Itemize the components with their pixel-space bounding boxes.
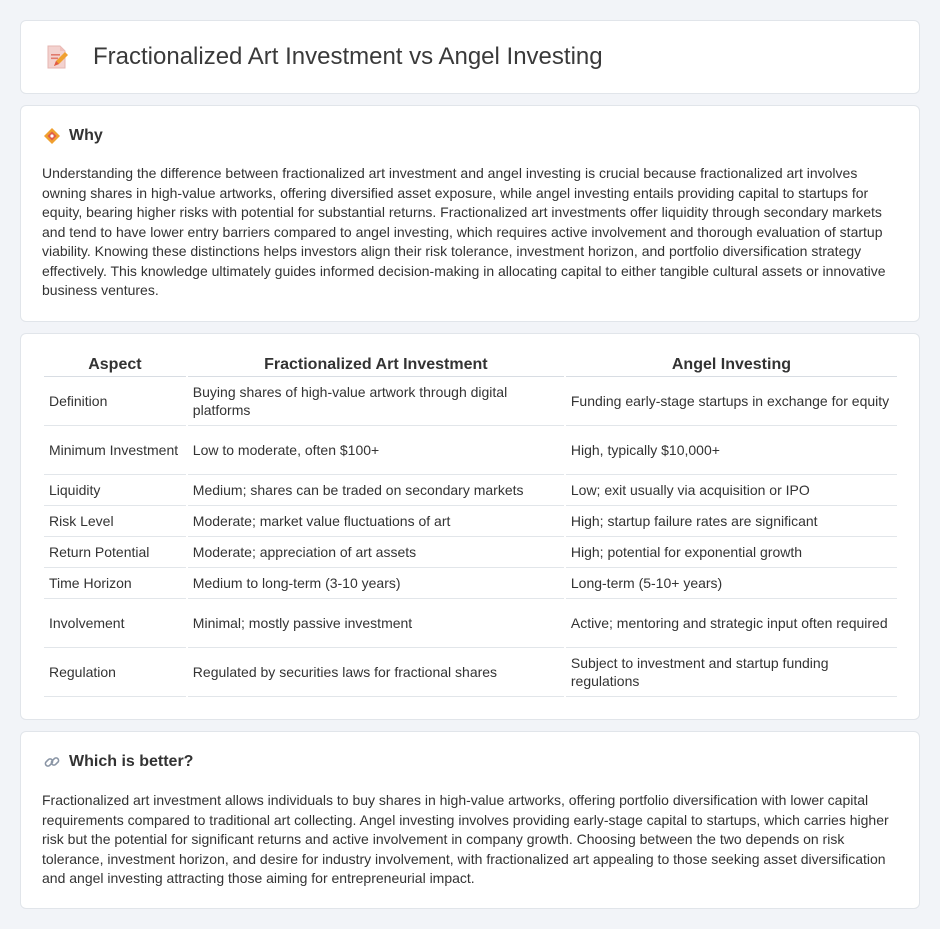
aspect-cell: Minimum Investment	[44, 426, 186, 475]
aspect-cell: Involvement	[44, 599, 186, 648]
better-heading: Which is better?	[69, 753, 194, 770]
which-is-better-section	[20, 731, 920, 909]
art-cell: Medium; shares can be traded on secondary markets	[188, 475, 564, 506]
diamond-sign-icon	[43, 127, 61, 145]
page-title: Fractionalized Art Investment vs Angel Investing	[93, 43, 603, 70]
header-fractionalized-art: Fractionalized Art Investment	[188, 354, 564, 377]
table-header-row	[44, 354, 897, 377]
table-row	[44, 537, 897, 568]
aspect-cell: Regulation	[44, 648, 186, 697]
art-cell: Medium to long-term (3-10 years)	[188, 568, 564, 599]
art-cell: Regulated by securities laws for fractional shares	[188, 648, 564, 697]
why-paragraph: Understanding the difference between fractionalized art investment and angel investing is crucial because fractionalized art involves owning shares in high-value artworks, offering diversified asset exposure, while angel investing entails providing capital to startups for equity, bearing higher risks with potential for substantial returns. Fractionalized art investments offer liquidity through secondary markets and tend to have lower entry barriers compared to angel investing, which requires active involvement and thorough evaluation of startup viability. Knowing these distinctions helps investors align their risk tolerance, investment horizon, and portfolio diversification strategy effectively. This knowledge ultimately guides informed decision-making in allocating capital to either tangible cultural assets or innovative business ventures.	[42, 165, 886, 298]
better-paragraph: Fractionalized art investment allows individuals to buy shares in high-value artworks, offering portfolio diversification with lower capital requirements compared to traditional art collecting. Angel investing involves providing early-stage capital to startups, which carries higher risk but the potential for significant returns and active involvement in company growth. Choosing between the two depends on risk tolerance, investment horizon, and desire for industry involvement, with fractionalized art appealing to those seeking asset diversification and angel investing attracting those aiming for entrepreneurial impact.	[42, 792, 889, 886]
table-row	[44, 506, 897, 537]
header-aspect: Aspect	[44, 354, 186, 377]
better-heading-row	[43, 753, 193, 771]
art-cell: Low to moderate, often $100+	[188, 426, 564, 475]
table-row	[44, 599, 897, 648]
angel-cell: Active; mentoring and strategic input often required	[566, 599, 897, 648]
why-section	[20, 105, 920, 322]
art-cell: Moderate; appreciation of art assets	[188, 537, 564, 568]
angel-cell: Funding early-stage startups in exchange for equity	[566, 377, 897, 426]
angel-cell: High, typically $10,000+	[566, 426, 897, 475]
aspect-cell: Risk Level	[44, 506, 186, 537]
angel-cell: Long-term (5-10+ years)	[566, 568, 897, 599]
why-heading-row	[43, 127, 103, 145]
aspect-cell: Return Potential	[44, 537, 186, 568]
table-row	[44, 648, 897, 697]
table-row	[44, 568, 897, 599]
comparison-section	[20, 333, 920, 720]
art-cell: Buying shares of high-value artwork through digital platforms	[188, 377, 564, 426]
title-card	[20, 20, 920, 94]
table-row	[44, 426, 897, 475]
angel-cell: Subject to investment and startup funding regulations	[566, 648, 897, 697]
aspect-cell: Time Horizon	[44, 568, 186, 599]
aspect-cell: Liquidity	[44, 475, 186, 506]
angel-cell: High; startup failure rates are significant	[566, 506, 897, 537]
why-heading: Why	[69, 127, 103, 144]
header-angel-investing: Angel Investing	[566, 354, 897, 377]
angel-cell: Low; exit usually via acquisition or IPO	[566, 475, 897, 506]
link-icon	[43, 753, 61, 771]
comparison-table	[42, 354, 899, 697]
table-row	[44, 377, 897, 426]
table-row	[44, 475, 897, 506]
art-cell: Moderate; market value fluctuations of art	[188, 506, 564, 537]
title-row	[43, 43, 603, 71]
aspect-cell: Definition	[44, 377, 186, 426]
document-pencil-icon	[43, 43, 71, 71]
angel-cell: High; potential for exponential growth	[566, 537, 897, 568]
art-cell: Minimal; mostly passive investment	[188, 599, 564, 648]
